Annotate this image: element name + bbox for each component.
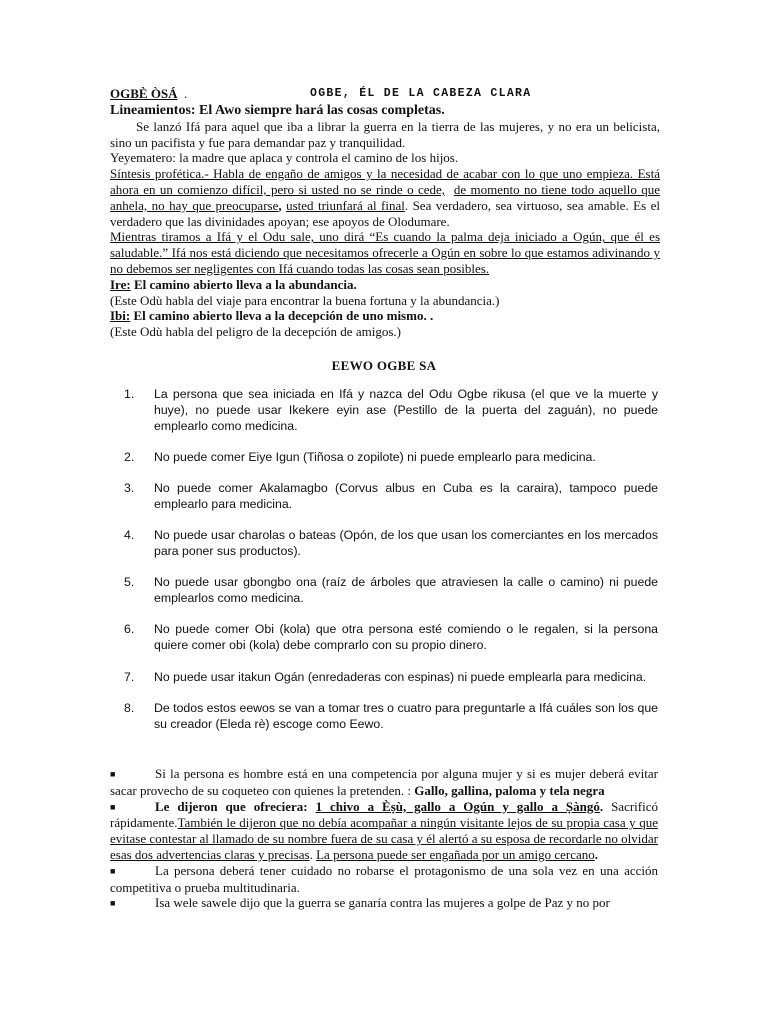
mientras-paragraph: Mientras tiramos a Ifá y el Odu sale, uno dirá “Es cuando la palma deja iniciado a Ogún, que él es saludable.” Ifá nos está diciendo que necesitamos ofrecerle a Ogún en sobre lo que estamos adivinando y no debemos ser negligentes con Ifá cuando todas las cosas sean posibles. [110,229,660,276]
offering-detail: 1 chivo a Èṣù, gallo a Ogún y gallo a Ṣàngó [315,798,600,814]
ire-note: (Este Odù habla del viaje para encontrar la buena fortuna y la abundancia.) [110,292,500,308]
eewo-text: No puede usar charolas o bateas (Opón, de los que usan los comerciantes en los mercados para poner sus productos). [154,528,658,559]
eewo-number: 1. [124,387,135,401]
bullet-item [110,895,658,912]
eewo-item [110,528,658,560]
eewo-number: 6. [124,622,135,637]
eewo-text: No puede comer Eiye Igun (Tiñosa o zopilote) ni puede emplearlo para medicina. [154,449,596,464]
eewo-number: 7. [124,669,135,684]
bullet-text: Si la persona es hombre está en una competencia por alguna mujer y si es mujer deberá evitar sacar provecho de su coqueteo con quienes la pretenden. : [110,766,658,798]
ibi-line [110,308,660,324]
sintesis-part-4: . Sea verdadero, sea virtuoso, sea amable. Es el verdadero que las divinidades apoyan; ese apoyos de Olodumare. [110,197,661,229]
eewo-item [110,450,658,466]
eewo-number: 8. [124,700,135,715]
ibi-text: El camino abierto lleva a la decepción de uno mismo. . [130,308,434,324]
bullet-text: Isa wele sawele dijo que la guerra se ganaría contra las mujeres a golpe de Paz y no por [155,895,610,911]
eewo-item [110,701,658,733]
sintesis-paragraph [110,166,660,229]
sacrifice-text: Sacrificó rápidamente. [110,798,658,831]
eewo-text: La persona que sea iniciada en Ifá y nazca del Odu Ogbe rikusa (el que ve la muerte y huye), no puede usar Ikekere eyin ase (Pestillo de la puerta del zaguán), no puede emplearlo como medicina. [154,387,658,433]
eewo-item [110,622,658,654]
square-bullet-icon: ■ [110,865,116,876]
odu-period: . [184,86,188,101]
eewo-text: No puede comer Obi (kola) que otra persona esté comiendo o le regalen, si la persona quiere comer obi (kola) debe comprarlo con su propio dinero. [154,622,658,653]
bullet-item [110,863,658,896]
eewo-heading: EEWO OGBE SA [331,358,437,373]
eewo-number: 2. [124,449,135,464]
ire-label: Ire: [110,276,131,292]
sintesis-part-1: Síntesis profética.- Habla de engaño de amigos y la necesidad de acabar con lo que uno empieza. Está ahora en un comienzo difícil, pero si usted no se rinde o cede, [110,166,660,197]
offering-dot: . [599,798,604,814]
deception-text: La persona puede ser engañada por un amigo cercano [316,846,595,862]
deception-dot: . [594,846,599,862]
eewo-item [110,387,658,434]
eewo-text: No puede comer Akalamagbo (Corvus albus en Cuba es la caraira), tampoco puede emplearlo para medicina. [154,481,658,511]
sintesis-part-3: usted triunfará al final [286,197,405,213]
ire-line [110,277,660,293]
ibi-note: (Este Odù habla del peligro de la decepción de amigos.) [110,324,401,340]
intro-paragraph: Se lanzó Ifá para aquel que iba a librar la guerra en la tierra de las mujeres, y no era un belicista, sino un pacifista y fue para demandar paz y tranquilidad. [110,118,660,150]
lineamientos-heading: Lineamientos: El Awo siempre hará las cosas completas. [110,103,445,118]
ibi-label: Ibi: [110,308,131,324]
eewo-text: De todos estos eewos se van a tomar tres o cuatro para preguntarle a Ifá cuáles son los que su creador (Eleda rè) escoge como Eewo. [154,700,658,731]
bullet-item [110,799,658,863]
eewo-text: No puede usar itakun Ogán (enredaderas con espinas) ni puede emplearla para medicina. [154,669,647,684]
eewo-item [110,481,658,513]
eewo-number: 3. [124,481,135,496]
eewo-list [110,387,658,748]
offering-intro: Le dijeron que ofreciera: [155,798,316,814]
sintesis-part-2: de momento no tiene todo aquello que anhela, no hay que preocuparse [110,181,661,213]
eewo-item [110,670,658,686]
ire-text: El camino abierto lleva a la abundancia. [130,276,357,292]
odu-name: OGBÈ ÒSÁ [110,86,178,101]
eewo-item [110,575,658,607]
intro-section [110,103,660,340]
bullet-text: La persona deberá tener cuidado no robarse el protagonismo de una sola vez en una acción competitiva o prueba multitudinaria. [110,862,658,895]
warning-text: También le dijeron que no debía acompañar a ningún visitante lejos de su propia casa y que evitase contestar al llamado de su nombre fuera de su casa y él alertó a su esposa de recordarle no olvidar esas dos advertencias claras y precisas [110,815,658,862]
document-header [110,86,670,102]
eewo-number: 5. [124,575,135,590]
square-bullet-icon: ■ [110,801,116,812]
square-bullet-icon: ■ [110,898,116,909]
bullet-item [110,766,658,799]
eewo-text: No puede usar gbongbo ona (raíz de árboles que atraviesen la calle o camino) ni puede emplearlos como medicina. [154,575,658,606]
yeyematero-line: Yeyematero: la madre que aplaca y controla el camino de los hijos. [110,150,459,166]
warning-dot: . [309,846,317,862]
square-bullet-icon: ■ [110,769,116,779]
offering-list: Gallo, gallina, paloma y tela negra [414,782,605,798]
sintesis-comma: , [278,197,282,213]
bullet-list [110,766,658,912]
eewo-number: 4. [124,528,135,543]
odu-subtitle: OGBE, ÉL DE LA CABEZA CLARA [310,87,532,100]
